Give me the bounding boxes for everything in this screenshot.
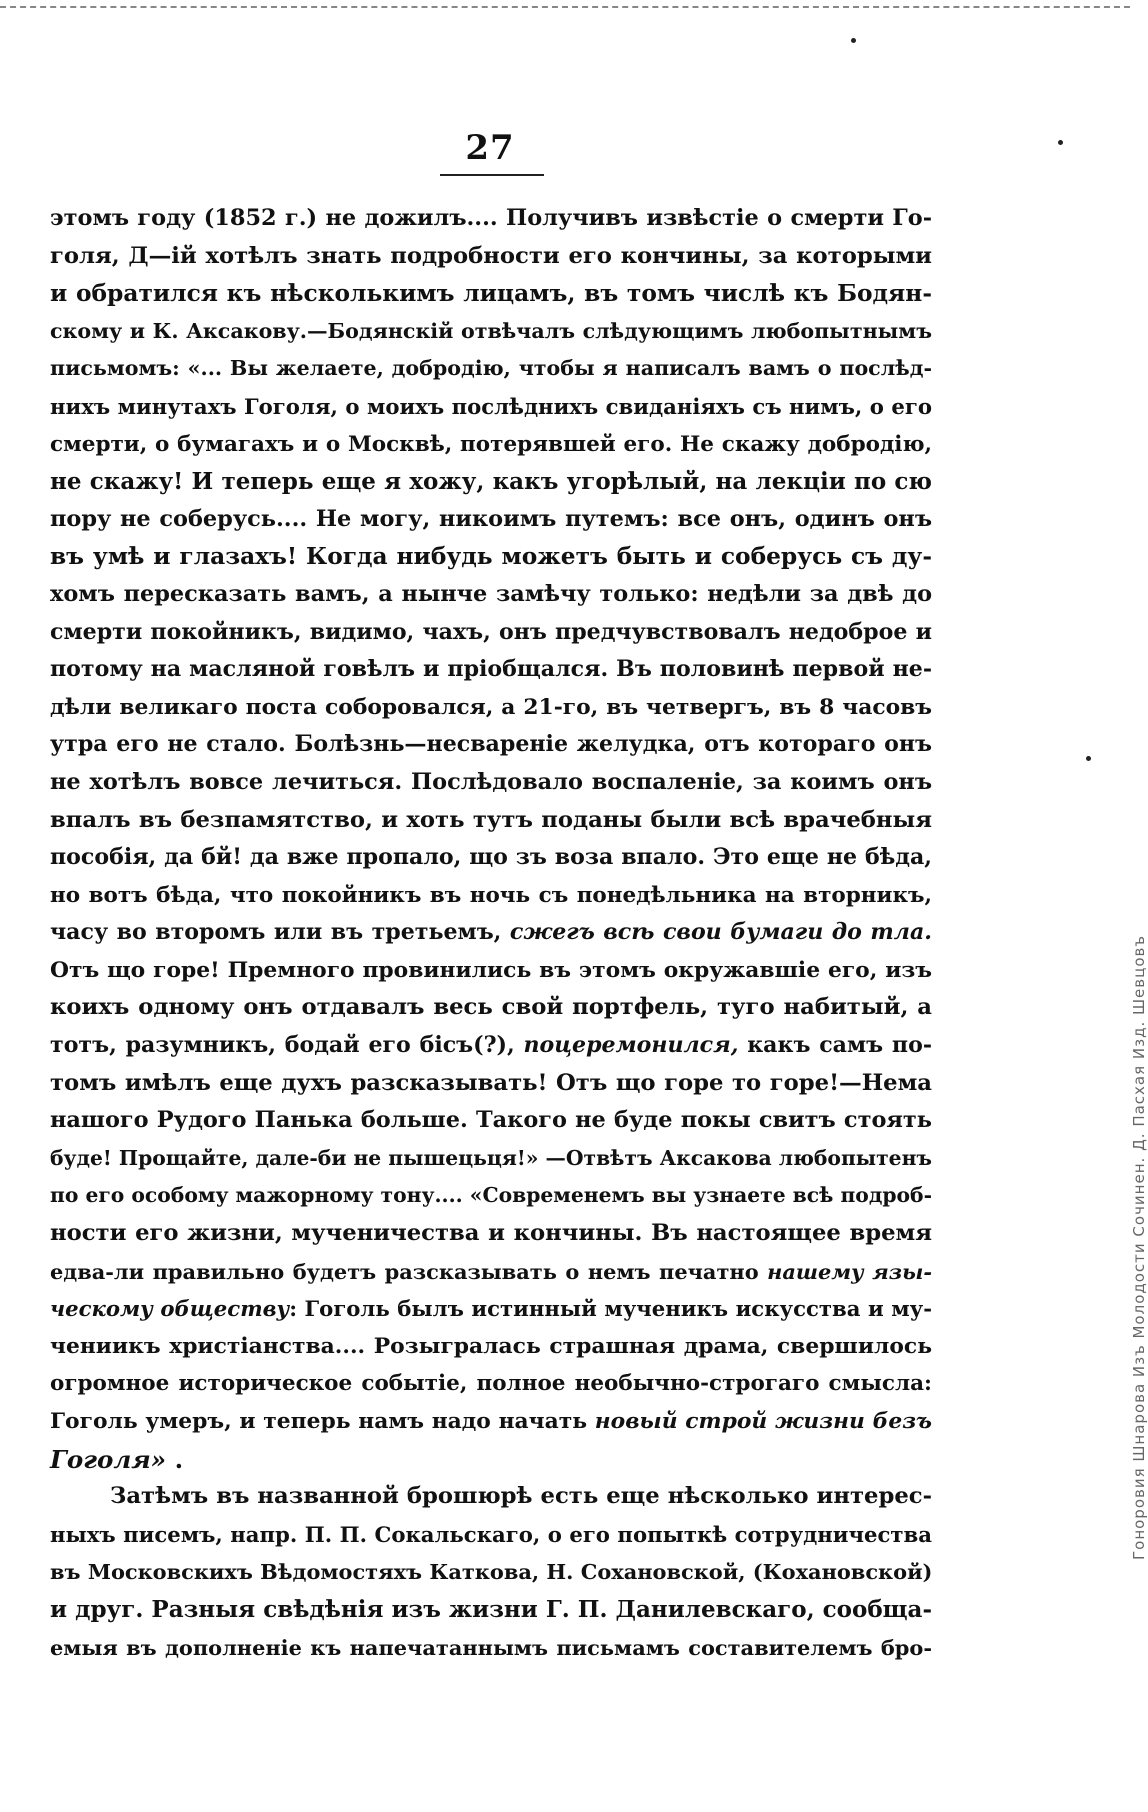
text-line-content: . bbox=[166, 1444, 184, 1474]
text-line-content: письмомъ: «... Вы желаете, добродію, чтобы я написалъ вамъ о послѣд- bbox=[50, 356, 932, 381]
text-line-content: Отъ що горе! Премного провинились въ этомъ окружавшіе его, изъ bbox=[50, 957, 932, 983]
text-line bbox=[50, 839, 932, 877]
text-line-content: дѣли великаго поста соборовался, а 21-го, въ четвергъ, въ 8 часовъ bbox=[50, 694, 932, 720]
text-line bbox=[50, 1027, 932, 1065]
text-line bbox=[50, 914, 932, 952]
ink-speck bbox=[1058, 140, 1063, 145]
text-line-content: хомъ пересказать вамъ, а нынче замѣчу только: недѣли за двѣ до bbox=[50, 580, 932, 607]
text-line bbox=[50, 200, 932, 238]
text-line-content: смерти, о бумагахъ и о Москвѣ, потерявшей его. Не скажу добродію, bbox=[50, 431, 932, 457]
text-line bbox=[50, 275, 932, 313]
text-line-content: ности его жизни, мученичества и кончины. Въ настоящее время bbox=[50, 1220, 932, 1247]
emphasized-text: поцеремонился, bbox=[523, 1032, 739, 1059]
text-line-content: емыя въ дополненіе къ напечатаннымъ письмамъ составителемъ бро- bbox=[50, 1634, 932, 1660]
text-line bbox=[50, 313, 932, 351]
text-line-content: по его особому мажорному тону.... «Современемъ вы узнаете всѣ подроб- bbox=[50, 1183, 932, 1208]
text-line bbox=[50, 989, 932, 1027]
text-line bbox=[50, 1591, 932, 1629]
text-line-content: не хотѣлъ вовсе лечиться. Послѣдовало воспаленіе, за коимъ онъ bbox=[50, 768, 932, 795]
text-line bbox=[50, 426, 932, 464]
text-line bbox=[50, 1065, 932, 1103]
text-line bbox=[50, 1403, 932, 1441]
text-line-content: буде! Прощайте, дале-би не пышецьця!» —Отвѣтъ Аксакова любопытенъ bbox=[50, 1145, 932, 1170]
text-line bbox=[50, 388, 932, 426]
text-line bbox=[50, 1365, 932, 1403]
text-line bbox=[50, 802, 932, 840]
text-line-content: скому и К. Аксакову.—Бодянскій отвѣчалъ слѣдующимъ любопытнымъ bbox=[50, 318, 932, 343]
text-line bbox=[50, 463, 932, 501]
text-line-content: нихъ минутахъ Гоголя, о моихъ послѣднихъ свиданіяхъ съ нимъ, о его bbox=[50, 393, 932, 419]
text-line-content: огромное историческое событіе, полное необычно-строгаго смысла: bbox=[50, 1371, 932, 1397]
text-line bbox=[50, 952, 932, 990]
text-line bbox=[50, 651, 932, 689]
text-line bbox=[50, 1328, 932, 1366]
text-line bbox=[50, 1516, 932, 1554]
text-line bbox=[50, 350, 932, 388]
text-line bbox=[50, 1140, 932, 1178]
text-line bbox=[50, 764, 932, 802]
text-line bbox=[50, 1478, 932, 1516]
text-line-content: какъ самъ по- bbox=[738, 1032, 932, 1059]
ink-speck bbox=[1086, 756, 1091, 761]
text-line-content: смерти покойникъ, видимо, чахъ, онъ предчувствовалъ недоброе и bbox=[50, 618, 932, 645]
text-line-content: Затѣмъ въ названной брошюрѣ есть еще нѣсколько интерес- bbox=[110, 1483, 932, 1510]
text-line-content: и друг. Разныя свѣдѣнія изъ жизни Г. П. Данилевскаго, сообща- bbox=[50, 1595, 932, 1623]
text-line-content: но вотъ бѣда, что покойникъ въ ночь съ понедѣльника на вторникъ, bbox=[50, 882, 932, 908]
text-line-content: утра его не стало. Болѣзнь—несвареніе желудка, отъ котораго онъ bbox=[50, 731, 932, 758]
text-line bbox=[50, 726, 932, 764]
emphasized-text: ческому обществу bbox=[50, 1296, 290, 1322]
text-line bbox=[50, 1177, 932, 1215]
emphasized-text: нашему язы- bbox=[767, 1258, 932, 1284]
text-line bbox=[50, 1553, 932, 1591]
text-line-content: Гоголь умеръ, и теперь намъ надо начать bbox=[50, 1409, 595, 1434]
text-line bbox=[50, 689, 932, 727]
text-line-content: въ Московскихъ Вѣдомостяхъ Каткова, Н. Сохановской, (Кохановской) bbox=[50, 1559, 933, 1585]
top-edge-rule bbox=[0, 6, 1130, 8]
text-line bbox=[50, 576, 932, 614]
text-line bbox=[50, 538, 932, 576]
text-line-content: потому на масляной говѣлъ и пріобщался. Въ половинѣ первой не- bbox=[50, 656, 932, 683]
text-line-content: пору не соберусь.... Не могу, никоимъ путемъ: все онъ, одинъ онъ bbox=[50, 505, 932, 532]
ink-speck bbox=[851, 38, 856, 43]
text-line-content: томъ имѣлъ еще духъ разсказывать! Отъ що горе то горе!—Нема bbox=[50, 1069, 932, 1096]
text-line-content: этомъ году (1852 г.) не дожилъ.... Получивъ извѣстіе о смерти Го- bbox=[50, 205, 932, 231]
margin-bleed-text bbox=[1100, 380, 1148, 1560]
text-line bbox=[50, 1290, 932, 1328]
page-number-underline bbox=[440, 174, 544, 176]
text-line-content: голя, Д—ій хотѣлъ знать подробности его кончины, за которыми bbox=[50, 242, 932, 269]
text-line bbox=[50, 1253, 932, 1291]
text-line bbox=[50, 1441, 932, 1479]
text-line-content: часу во второмъ или въ третьемъ, bbox=[50, 919, 510, 946]
emphasized-text: Гоголя» bbox=[50, 1444, 167, 1474]
text-line bbox=[50, 1629, 932, 1667]
text-line-content: ныхъ писемъ, напр. П. П. Сокальскаго, о его попыткѣ сотрудничества bbox=[50, 1521, 932, 1547]
text-line-content: чениикъ христіанства.... Розыгралась страшная драма, свершилось bbox=[50, 1333, 932, 1359]
text-line-content: нашого Рудого Панька больше. Такого не буде покы свитъ стоять bbox=[50, 1107, 932, 1134]
emphasized-text: новый строй жизни безъ bbox=[594, 1409, 932, 1434]
page-number: 27 bbox=[465, 128, 515, 168]
body-text bbox=[50, 200, 932, 1666]
text-line-content: тотъ, разумникъ, бодай его бісъ(?), bbox=[50, 1032, 524, 1059]
text-line bbox=[50, 614, 932, 652]
emphasized-text: сжегъ всѣ свои бумаги до тла. bbox=[509, 919, 932, 946]
text-line bbox=[50, 238, 932, 276]
margin-bleed-text-content: Гоноровия Шнарова Изъ Молодости Сочинен. Д. Пасхая Изд. Шевцовъ bbox=[1130, 935, 1148, 1560]
text-line-content: впалъ въ безпамятство, и хоть тутъ поданы были всѣ врачебныя bbox=[50, 806, 932, 833]
text-line-content: коихъ одному онъ отдавалъ весь свой портфель, туго набитый, а bbox=[50, 994, 932, 1021]
text-line bbox=[50, 501, 932, 539]
text-line bbox=[50, 1102, 932, 1140]
text-line-content: въ умѣ и глазахъ! Когда нибудь можетъ быть и соберусь съ ду- bbox=[50, 543, 932, 571]
text-line-content: едва-ли правильно будетъ разсказывать о немъ печатно bbox=[50, 1258, 768, 1284]
text-line-content: не скажу! И теперь еще я хожу, какъ угорѣлый, на лекціи по сю bbox=[50, 468, 932, 496]
text-line-content: и обратился къ нѣсколькимъ лицамъ, въ томъ числѣ къ Бодян- bbox=[50, 280, 932, 308]
text-line bbox=[50, 877, 932, 915]
text-line bbox=[50, 1215, 932, 1253]
text-line-content: пособія, да бй! да вже пропало, що зъ воза впало. Это еще не бѣда, bbox=[50, 844, 932, 871]
text-line-content: : Гоголь былъ истинный мученикъ искусства и му- bbox=[289, 1296, 932, 1322]
